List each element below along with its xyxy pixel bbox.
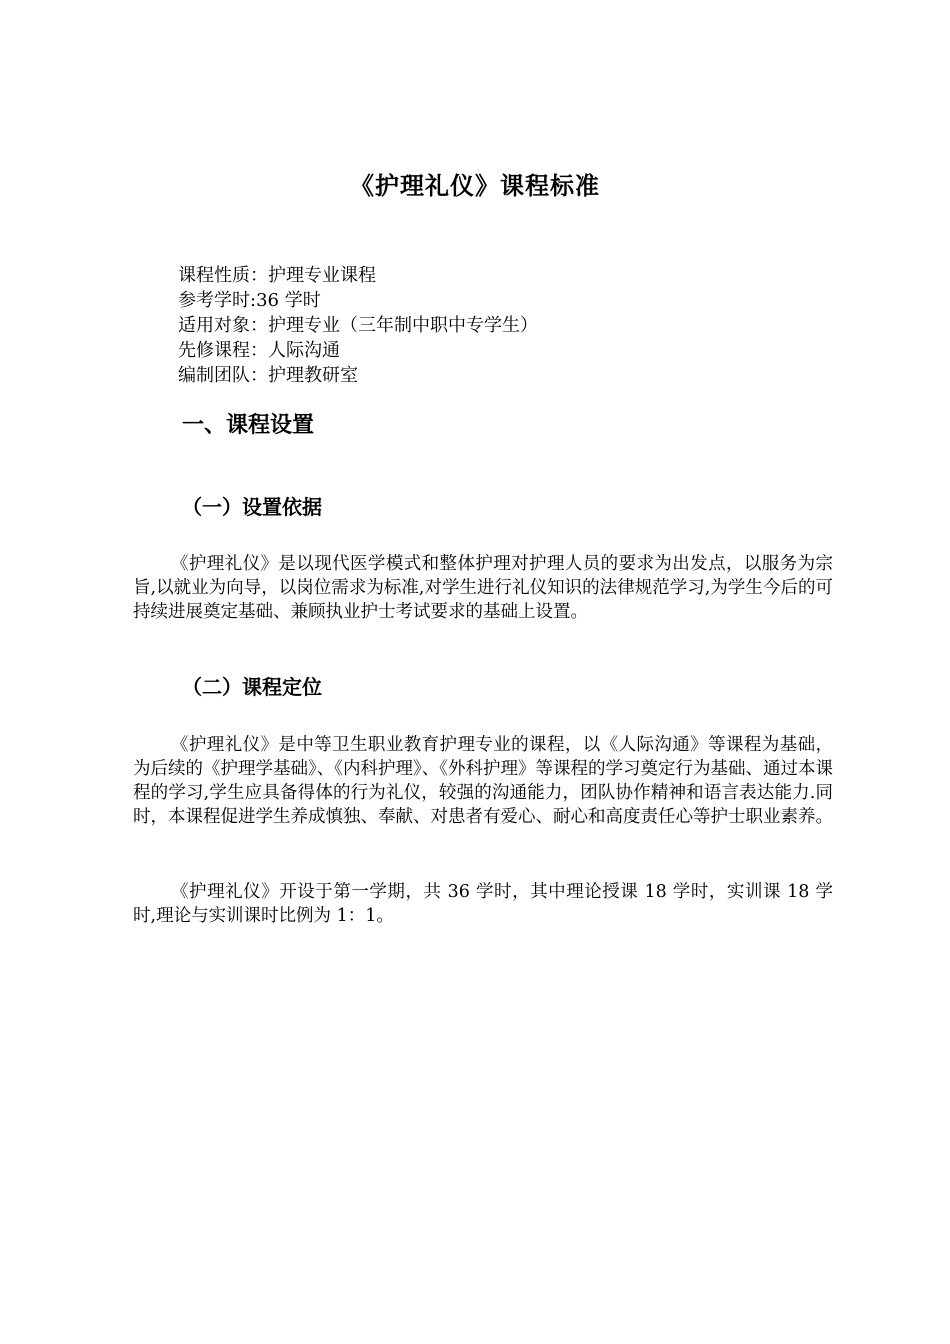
paragraph-hours: 《护理礼仪》开设于第一学期，共 36 学时，其中理论授课 18 学时，实训课 18 学时,理论与实训课时比例为 1：1。 <box>133 882 833 926</box>
meta-authoring-team: 编制团队：护理教研室 <box>178 365 358 386</box>
paragraph-positioning: 《护理礼仪》是中等卫生职业教育护理专业的课程，以《人际沟通》等课程为基础，为后续的《护理学基础》、《内科护理》、《外科护理》等课程的学习奠定行为基础、通过本课程的学习,学生应具备得体的行为礼仪，较强的沟通能力，团队协作精神和语言表达能力.同时，本课程促进学生养成慎独、奉献、对患者有爱心、耐心和高度责任心等护士职业素养。 <box>133 735 833 827</box>
document-title: 《护理礼仪》课程标准 <box>350 172 600 200</box>
course-meta <box>178 263 538 388</box>
meta-reference-hours: 参考学时:36 学时 <box>178 290 321 311</box>
meta-prerequisite: 先修课程：人际沟通 <box>178 340 340 361</box>
subsection-heading-positioning: （二）课程定位 <box>182 675 322 699</box>
section-heading-course-setup: 一、课程设置 <box>182 413 315 438</box>
paragraph-basis: 《护理礼仪》是以现代医学模式和整体护理对护理人员的要求为出发点，以服务为宗旨,以就业为向导，以岗位需求为标准,对学生进行礼仪知识的法律规范学习,为学生今后的可持续进展奠定基础、兼顾执业护士考试要求的基础上设置。 <box>133 554 833 622</box>
subsection-heading-basis: （一）设置依据 <box>182 495 322 519</box>
meta-target-audience: 适用对象：护理专业（三年制中职中专学生） <box>178 315 538 336</box>
meta-course-nature: 课程性质：护理专业课程 <box>178 265 376 286</box>
